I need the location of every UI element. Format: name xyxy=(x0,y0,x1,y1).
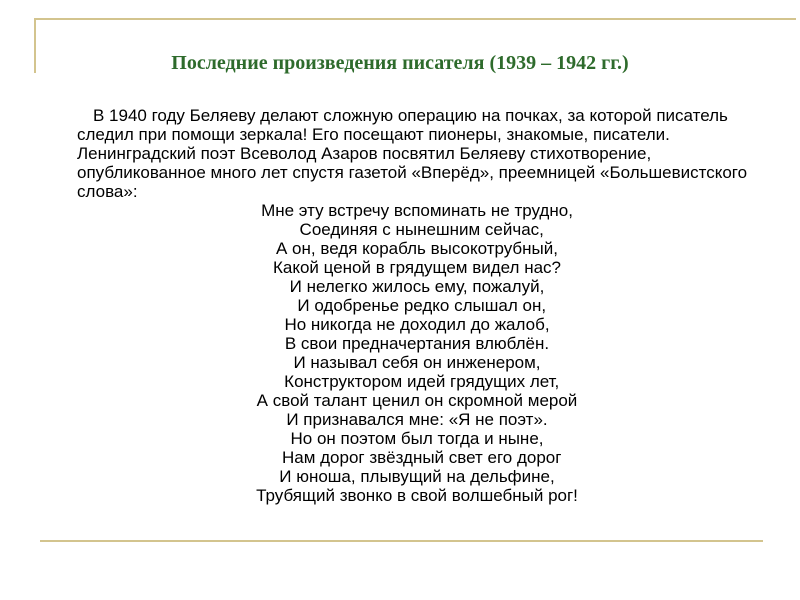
poem-line: Конструктором идей грядущих лет, xyxy=(274,372,560,391)
poem-line: В свои предначертания влюблён. xyxy=(284,334,550,353)
poem-line: Трубящий звонко в свой волшебный рог! xyxy=(256,486,578,505)
poem xyxy=(77,201,757,505)
poem-line: Какой ценой в грядущем видел нас? xyxy=(272,258,561,277)
poem-line: И юноша, плывущий на дельфине, xyxy=(279,467,555,486)
slide-title: Последние произведения писателя (1939 – 1942 гг.) xyxy=(171,52,629,74)
poem-line: И нелегко жилось ему, пожалуй, xyxy=(289,277,545,296)
intro-paragraph: В 1940 году Беляеву делают сложную операцию на почках, за которой писатель следил при помощи зеркала! Его посещают пионеры, знакомые, писатели. Ленинградский поэт Всеволод Азаров посвятил Беляеву стихотворение, опубликованное много лет спустя газетой «Вперёд», преемницей «Большевистского слова»: xyxy=(77,106,748,201)
frame-line-bottom xyxy=(40,540,763,542)
poem-line: Соединяя с нынешним сейчас, xyxy=(290,220,544,239)
poem-line: А свой талант ценил он скромной мерой xyxy=(256,391,578,410)
poem-line: И признавался мне: «Я не поэт». xyxy=(286,410,548,429)
poem-line: Нам дорог звёздный свет его дорог xyxy=(272,448,562,467)
poem-line: Но он поэтом был тогда и ныне, xyxy=(290,429,544,448)
poem-line: А он, ведя корабль высокотрубный, xyxy=(276,239,558,258)
poem-line: И называл себя он инженером, xyxy=(293,353,541,372)
frame-line-top xyxy=(34,18,796,20)
slide-body xyxy=(77,106,757,505)
poem-line: Мне эту встречу вспоминать не трудно, xyxy=(261,201,573,220)
poem-line: Но никогда не доходил до жалоб, xyxy=(284,315,550,334)
poem-line: И одобренье редко слышал он, xyxy=(287,296,547,315)
